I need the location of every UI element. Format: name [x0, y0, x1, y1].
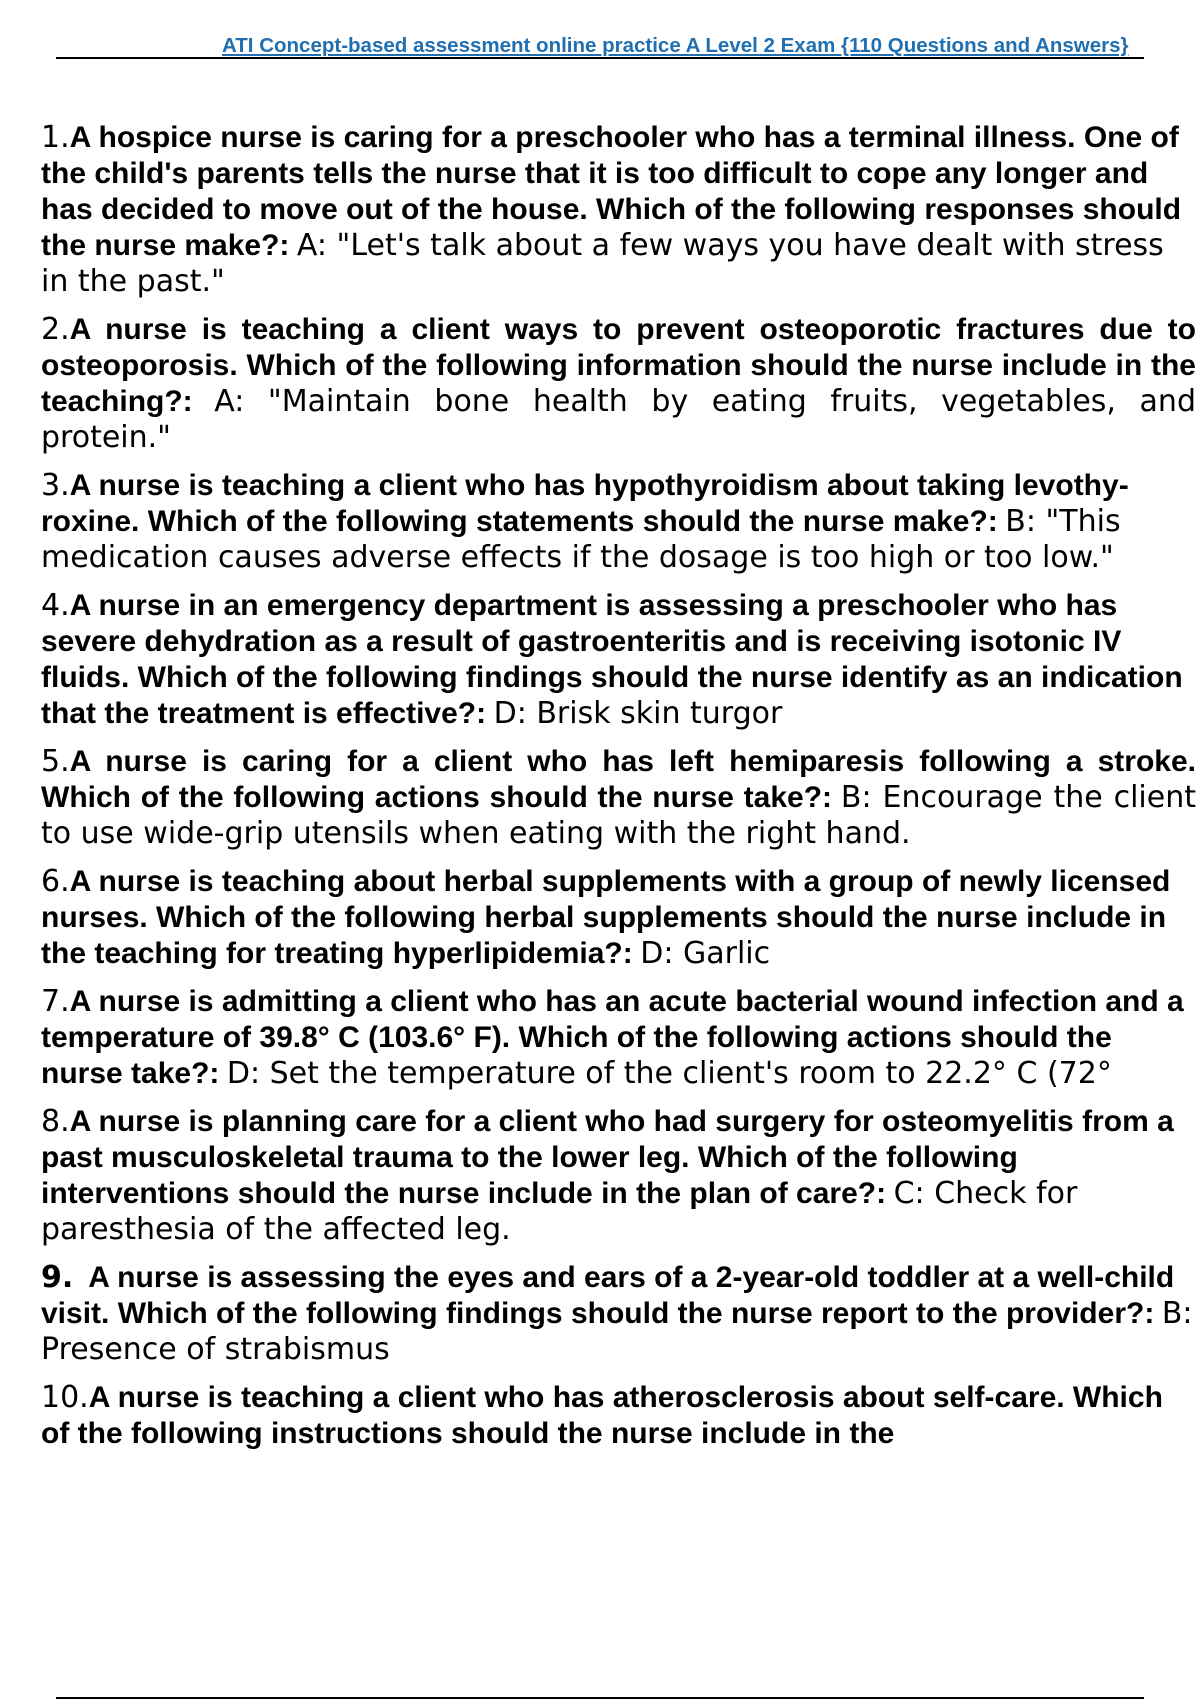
question-text: A nurse is caring for a client who has left hemiparesis following a stroke. Which of the following actions should the nurse take?: — [41, 745, 1196, 814]
question-text: A hospice nurse is caring for a preschooler who has a terminal illness. One of the child's parents tells the nurse that it is too difficult to cope any longer and has decided to move out of the house. Which of the following responses should the nurse make?: — [41, 121, 1182, 262]
question-item-4 — [41, 588, 1196, 732]
answer-text: D: Garlic — [640, 936, 771, 971]
answer-text: D: Set the temperature of the client's room to 22.2° C (72° — [226, 1056, 1112, 1091]
question-number: 7. — [41, 984, 70, 1019]
question-text: A nurse is teaching a client who has atherosclerosis about self-care. Which of the following instructions should the nurse include in the — [41, 1381, 1163, 1450]
question-number: 2. — [41, 312, 70, 347]
question-item-3 — [41, 468, 1196, 576]
answer-text: B: "This medication causes adverse effects if the dosage is too high or too low." — [41, 504, 1121, 575]
question-number: 6. — [41, 864, 70, 899]
header-divider — [56, 57, 1144, 59]
question-item-6 — [41, 864, 1196, 972]
answer-text: D: Brisk skin turgor — [493, 696, 783, 731]
answer-text: A: "Let's talk about a few ways you have dealt with stress in the past." — [41, 228, 1164, 299]
question-item-10 — [41, 1380, 1196, 1452]
footer-divider — [56, 1697, 1144, 1699]
question-text: A nurse is teaching about herbal supplements with a group of newly licensed nurses. Which of the following herbal supplements should the nurse include in the teaching for treating hyperlipidemia?: — [41, 865, 1171, 970]
question-item-2 — [41, 312, 1196, 456]
question-number: 1. — [41, 120, 70, 155]
question-number: 8. — [41, 1104, 70, 1139]
answer-text: B: Encourage the client to use wide-grip utensils when eating with the right hand. — [41, 780, 1196, 851]
question-number: 5. — [41, 744, 70, 779]
question-text: A nurse is planning care for a client who had surgery for osteomyelitis from a past musculoskeletal trauma to the lower leg. Which of the following interventions should the nurse include in the plan of care?: — [41, 1105, 1174, 1210]
question-text: A nurse in an emergency department is assessing a preschooler who has severe dehydration as a result of gastroenteritis and is receiving isotonic IV fluids. Which of the following findings should the nurse identify as an indication that the treatment is effective?: — [41, 589, 1183, 730]
question-text: A nurse is admitting a client who has an acute bacterial wound infection and a temperature of 39.8° C (103.6° F). Which of the following actions should the nurse take?: — [41, 985, 1184, 1090]
question-text: A nurse is teaching a client who has hypothyroidism about taking levothy- roxine. Which of the following statements should the nurse make?: — [41, 469, 1129, 538]
document-header-title: ATI Concept-based assessment online practice A Level 2 Exam {110 Questions and Answers} — [222, 34, 1129, 57]
question-list — [41, 120, 1196, 1464]
answer-text: C: Check for paresthesia of the affected leg. — [41, 1176, 1078, 1247]
question-text: A nurse is teaching a client ways to prevent osteoporotic fractures due to osteoporosis. Which of the following information should the nurse include in the teaching?: — [41, 313, 1196, 418]
question-item-9 — [41, 1260, 1196, 1368]
question-item-5 — [41, 744, 1196, 852]
answer-text: B: Presence of strabismus — [41, 1296, 1193, 1367]
question-item-7 — [41, 984, 1196, 1092]
question-number: 9. — [41, 1260, 74, 1295]
question-number: 4. — [41, 588, 70, 623]
question-item-8 — [41, 1104, 1196, 1248]
question-text: A nurse is assessing the eyes and ears of a 2-year-old toddler at a well-child visit. Which of the following findings should the nurse report to the provider?: — [41, 1261, 1175, 1330]
question-number: 3. — [41, 468, 70, 503]
question-number: 10. — [41, 1380, 89, 1415]
question-item-1 — [41, 120, 1196, 300]
answer-text: A: "Maintain bone health by eating fruits, vegetables, and protein." — [41, 384, 1196, 455]
